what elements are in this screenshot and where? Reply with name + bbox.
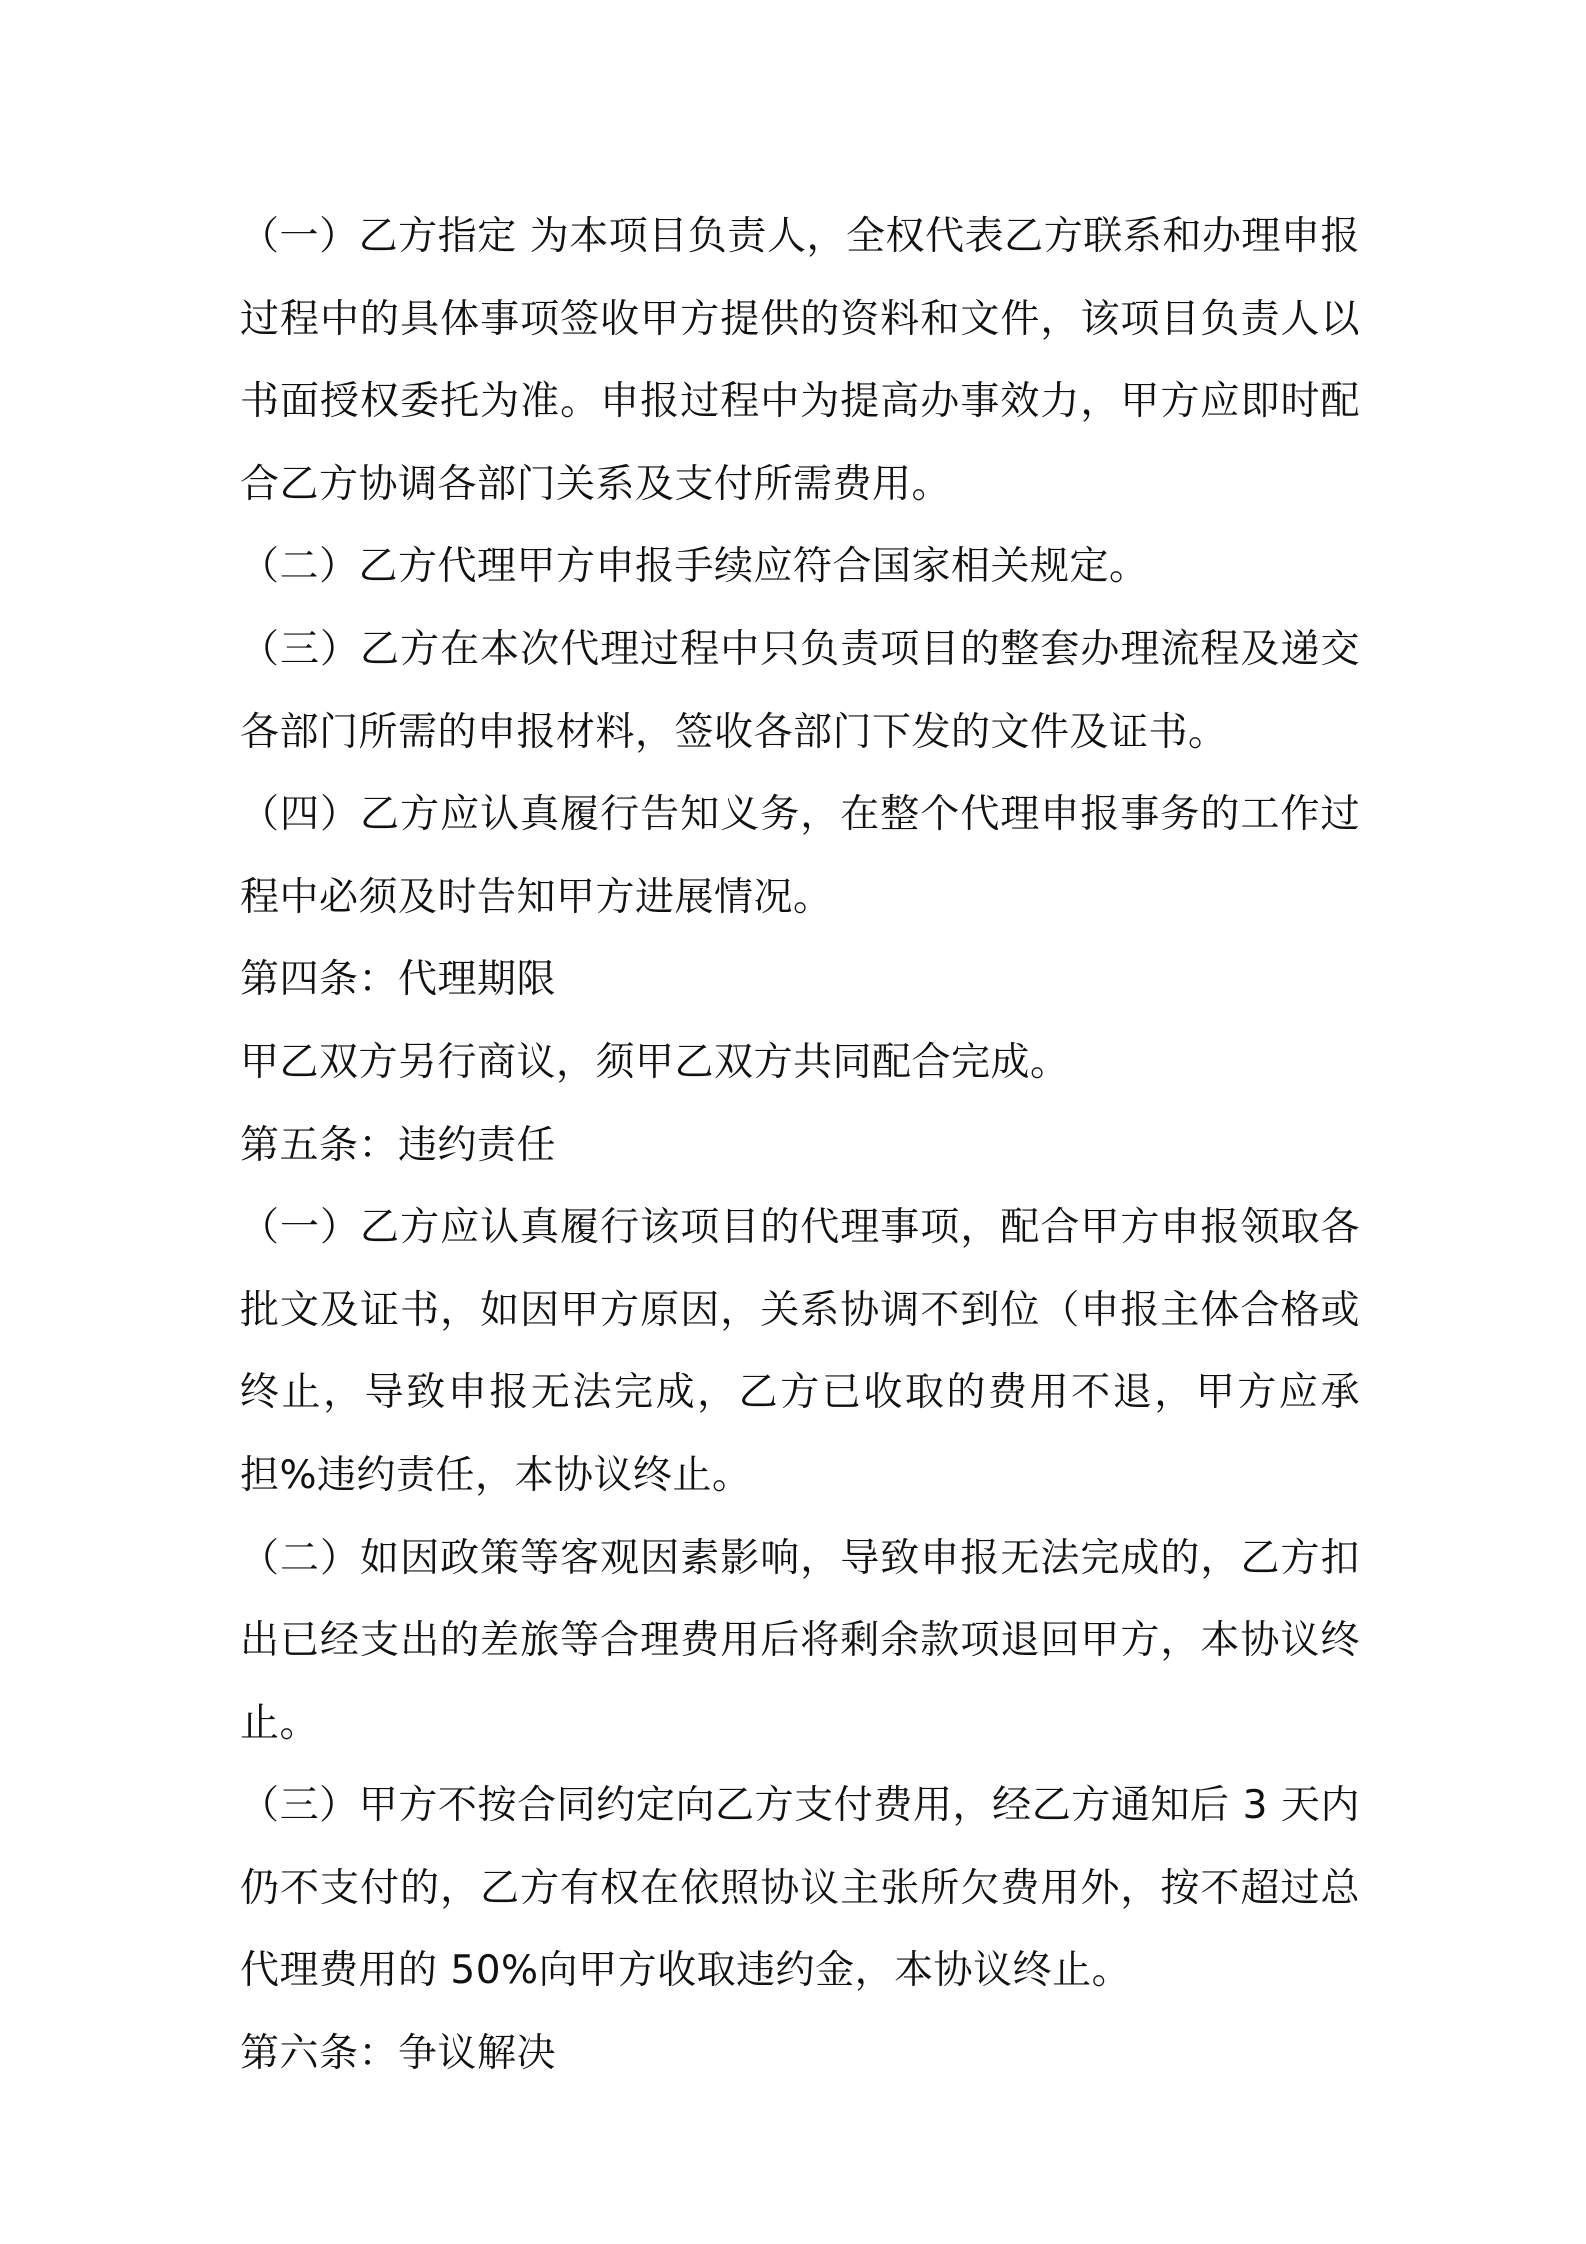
clause-3-item-2: （二）乙方代理甲方申报手续应符合国家相关规定。	[240, 544, 1149, 590]
document-body	[240, 196, 1360, 2096]
article-5-item-1: （一）乙方应认真履行该项目的代理事项，配合甲方申报领取各批文及证书，如因甲方原因，关系协调不到位（申报主体合格或终止，导致申报无法完成，乙方已收取的费用不退，甲方应承担%违约责任，本协议终止。	[240, 1205, 1360, 1498]
article-4-body: 甲乙双方另行商议，须甲乙双方共同配合完成。	[240, 1039, 1070, 1085]
clause-3-item-3: （三）乙方在本次代理过程中只负责项目的整套办理流程及递交各部门所需的申报材料，签收各部门下发的文件及证书。	[240, 626, 1360, 755]
article-6-heading: 第六条：争议解决	[240, 2031, 557, 2077]
clause-3-item-4: （四）乙方应认真履行告知义务，在整个代理申报事务的工作过程中必须及时告知甲方进展情况。	[240, 792, 1360, 920]
article-4-heading: 第四条：代理期限	[240, 957, 557, 1003]
article-5-heading: 第五条：违约责任	[240, 1122, 557, 1168]
article-5-item-2: （二）如因政策等客观因素影响，导致申报无法完成的，乙方扣出已经支出的差旅等合理费用后将剩余款项退回甲方，本协议终止。	[240, 1535, 1360, 1746]
article-5-item-3: （三）甲方不按合同约定向乙方支付费用，经乙方通知后 3 天内仍不支付的，乙方有权在依照协议主张所欠费用外，按不超过总代理费用的 50%向甲方收取违约金，本协议终止。	[240, 1783, 1360, 1994]
clause-3-item-1: （一）乙方指定 为本项目负责人，全权代表乙方联系和办理申报过程中的具体事项签收甲方提供的资料和文件，该项目负责人以书面授权委托为准。申报过程中为提高办事效力，甲方应即时配合乙方协调各部门关系及支付所需费用。	[240, 214, 1360, 507]
